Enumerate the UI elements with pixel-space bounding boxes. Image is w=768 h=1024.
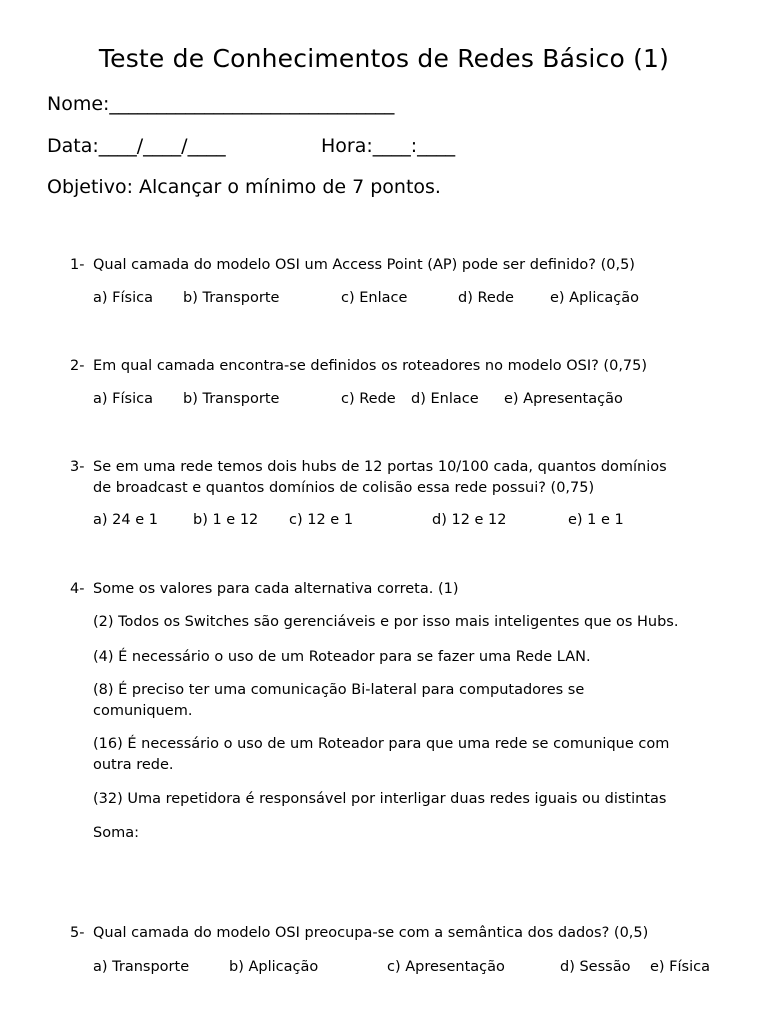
- question-2: [70, 356, 647, 377]
- q4-item-2: (2) Todos os Switches são gerenciáveis e por isso mais inteligentes que os Hubs.: [93, 614, 679, 630]
- item-text-line: comuniquem.: [93, 703, 193, 719]
- q5-option-e: e) Física: [650, 959, 710, 975]
- question-text-line: de broadcast e quantos domínios de colisão essa rede possui? (0,75): [93, 480, 595, 496]
- q4-item-8: [93, 680, 584, 722]
- question-text: Qual camada do modelo OSI um Access Point (AP) pode ser definido? (0,5): [93, 257, 635, 273]
- question-4: [70, 579, 459, 600]
- date-field-line: Data:____/____/____: [47, 135, 226, 157]
- document-title: Teste de Conhecimentos de Redes Básico (1): [98, 44, 670, 73]
- q2-option-d: d) Enlace: [411, 391, 479, 407]
- question-number: 4-: [70, 581, 85, 597]
- q2-option-e: e) Apresentação: [504, 391, 623, 407]
- question-text: Some os valores para cada alternativa correta. (1): [93, 581, 459, 597]
- q4-item-4: (4) É necessário o uso de um Roteador para se fazer uma Rede LAN.: [93, 649, 591, 665]
- question-text: [93, 457, 667, 499]
- question-text: Em qual camada encontra-se definidos os roteadores no modelo OSI? (0,75): [93, 358, 648, 374]
- q1-option-b: b) Transporte: [183, 290, 280, 306]
- q2-option-a: a) Física: [93, 391, 153, 407]
- item-text-line: (8) É preciso ter uma comunicação Bi-lateral para computadores se: [93, 682, 585, 698]
- q1-option-a: a) Física: [93, 290, 153, 306]
- q2-option-c: c) Rede: [341, 391, 396, 407]
- q3-option-c: c) 12 e 1: [289, 512, 354, 528]
- item-text-line: (16) É necessário o uso de um Roteador para que uma rede se comunique com: [93, 736, 670, 752]
- question-3: [70, 457, 667, 499]
- time-field-line: Hora:____:____: [321, 135, 456, 157]
- q5-option-d: d) Sessão: [560, 959, 631, 975]
- q1-option-e: e) Aplicação: [550, 290, 639, 306]
- q5-option-c: c) Apresentação: [387, 959, 505, 975]
- q3-option-d: d) 12 e 12: [432, 512, 507, 528]
- q1-option-d: d) Rede: [458, 290, 514, 306]
- q3-option-e: e) 1 e 1: [568, 512, 624, 528]
- question-1: [70, 255, 635, 276]
- q3-option-b: b) 1 e 12: [193, 512, 259, 528]
- q2-option-b: b) Transporte: [183, 391, 280, 407]
- question-number: 2-: [70, 358, 85, 374]
- q5-option-a: a) Transporte: [93, 959, 190, 975]
- q4-item-16: [93, 734, 669, 776]
- question-number: 5-: [70, 925, 85, 941]
- item-text-line: outra rede.: [93, 757, 174, 773]
- question-5: [70, 923, 648, 944]
- q4-sum-label: Soma:: [93, 825, 139, 841]
- question-text-line: Se em uma rede temos dois hubs de 12 portas 10/100 cada, quantos domínios: [93, 459, 667, 475]
- question-text: Qual camada do modelo OSI preocupa-se com a semântica dos dados? (0,5): [93, 925, 649, 941]
- q1-option-c: c) Enlace: [341, 290, 408, 306]
- question-number: 3-: [70, 459, 85, 475]
- q4-item-32: (32) Uma repetidora é responsável por interligar duas redes iguais ou distintas: [93, 791, 667, 807]
- objective-text: Objetivo: Alcançar o mínimo de 7 pontos.: [47, 176, 441, 198]
- question-number: 1-: [70, 257, 85, 273]
- name-field-line: Nome:______________________________: [47, 93, 395, 115]
- q5-option-b: b) Aplicação: [229, 959, 319, 975]
- q3-option-a: a) 24 e 1: [93, 512, 158, 528]
